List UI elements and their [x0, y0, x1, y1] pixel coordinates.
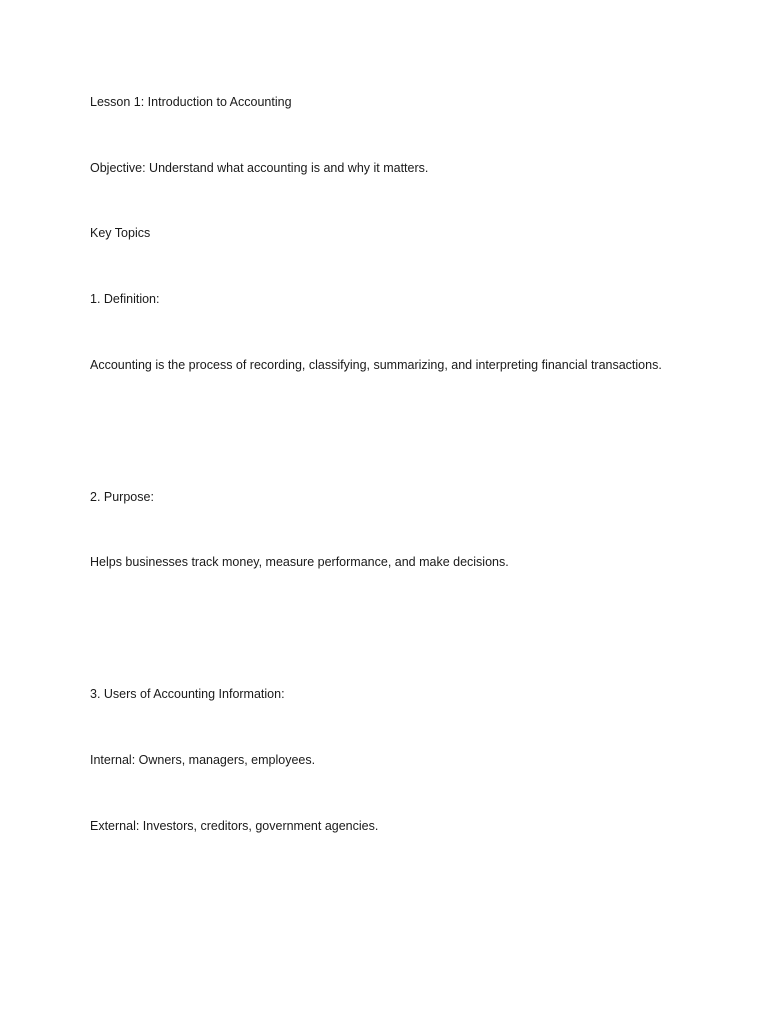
definition-heading: 1. Definition: [90, 292, 160, 306]
purpose-heading: 2. Purpose: [90, 490, 154, 504]
key-topics-heading: Key Topics [90, 226, 151, 240]
objective-text: Objective: Understand what accounting is and why it matters. [90, 161, 429, 175]
users-heading: 3. Users of Accounting Information: [90, 687, 285, 701]
definition-body: Accounting is the process of recording, classifying, summarizing, and interpreting financial transactions. [90, 358, 662, 372]
external-users-item: External: Investors, creditors, government agencies. [90, 819, 379, 833]
purpose-body: Helps businesses track money, measure performance, and make decisions. [90, 555, 509, 569]
internal-users-item: Internal: Owners, managers, employees. [90, 753, 316, 767]
lesson-title: Lesson 1: Introduction to Accounting [90, 95, 292, 109]
